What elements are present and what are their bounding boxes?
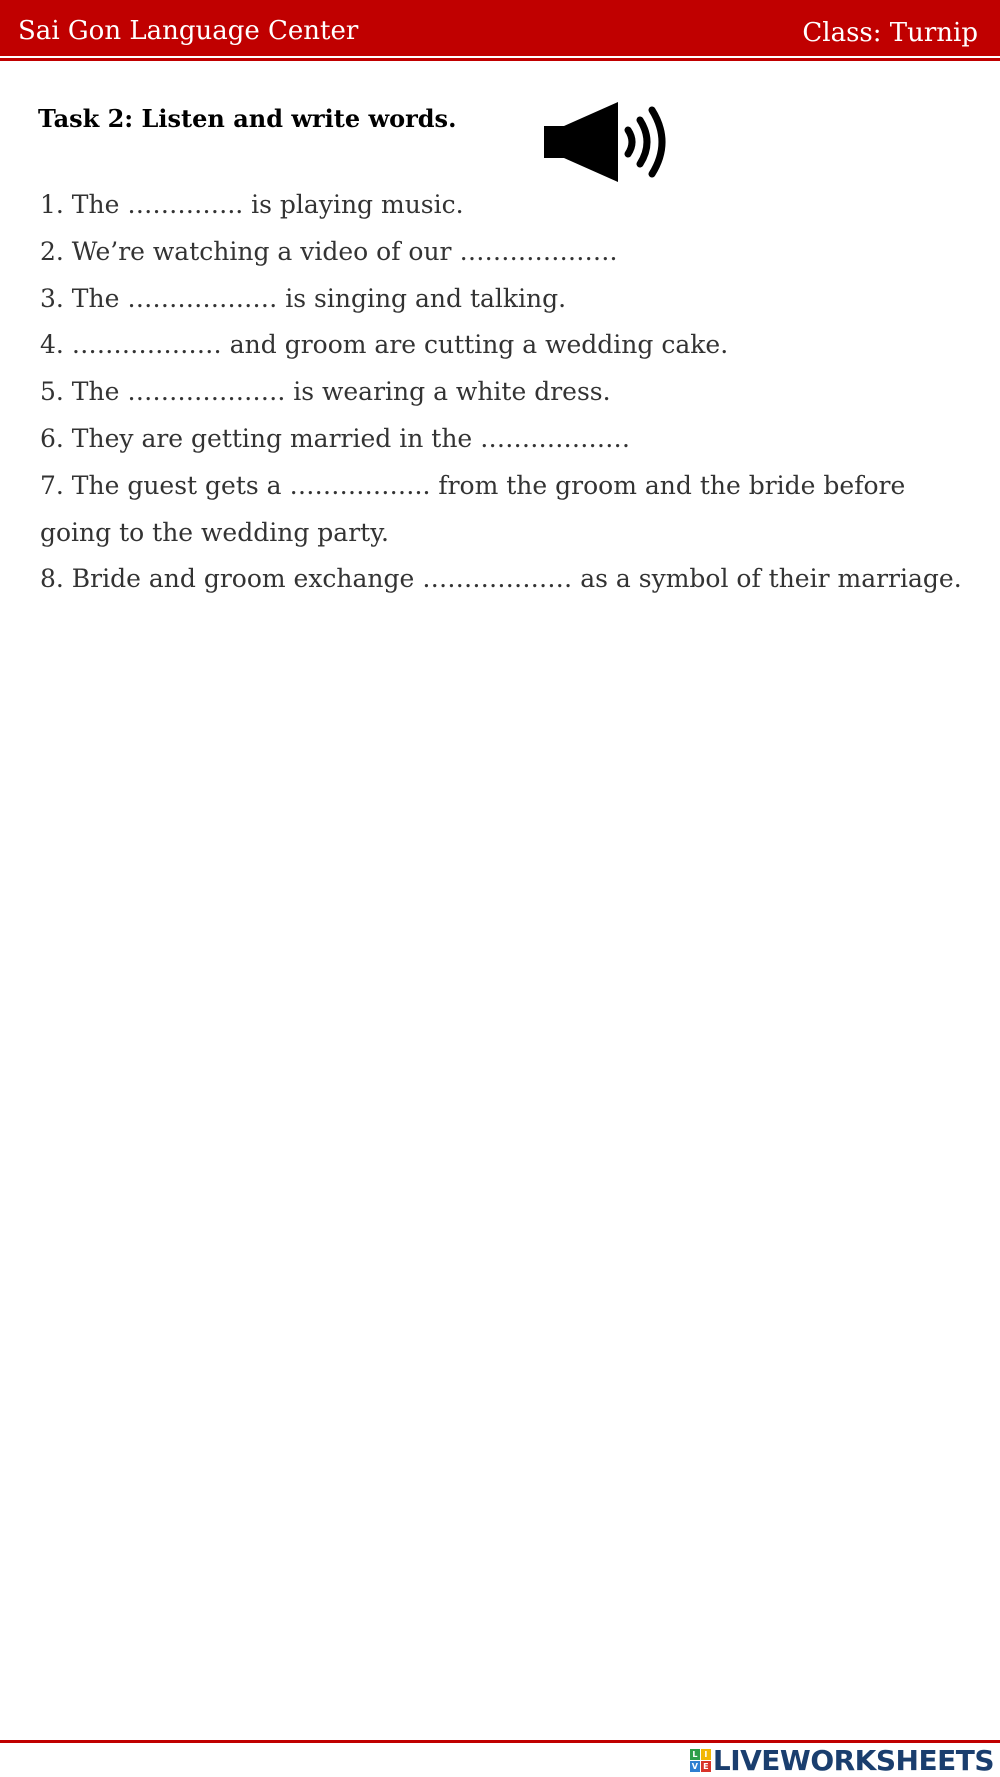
liveworksheets-brand [690, 1745, 994, 1775]
liveworksheets-logo-icon [690, 1749, 711, 1772]
exercise-item-5: 5. The ………………. is wearing a white dress. [40, 377, 611, 407]
exercise-item-3: 3. The ……………… is singing and talking. [40, 283, 567, 313]
logo-letter-v: V [691, 1761, 698, 1771]
brand-text: LIVEWORKSHEETS [712, 1743, 994, 1777]
exercise-item-2: 2. We’re watching a video of our ………………. [40, 236, 618, 266]
speaker-icon[interactable] [544, 102, 682, 182]
exercise-item-8: 8. Bride and groom exchange ……………… as a symbol of their marriage. [40, 564, 962, 594]
center-name: Sai Gon Language Center [18, 16, 359, 46]
task-title: Task 2: Listen and write words. [38, 104, 457, 133]
logo-letter-i: I [701, 1749, 711, 1760]
header-underline [0, 58, 1000, 61]
exercise-item-4: 4. ……………… and groom are cutting a wedding cake. [40, 330, 729, 360]
exercise-item-7: 7. The guest gets a …………….. from the groom and the bride before going to the wedding party. [40, 470, 906, 547]
exercise-item-6: 6. They are getting married in the ……………… [40, 423, 631, 453]
logo-letter-l: L [690, 1749, 700, 1760]
logo-letter-e: E [701, 1761, 711, 1772]
exercise-item-1: 1. The ………….. is playing music. [40, 190, 464, 219]
class-label: Class: Turnip [802, 18, 978, 48]
exercise-list [40, 182, 980, 603]
